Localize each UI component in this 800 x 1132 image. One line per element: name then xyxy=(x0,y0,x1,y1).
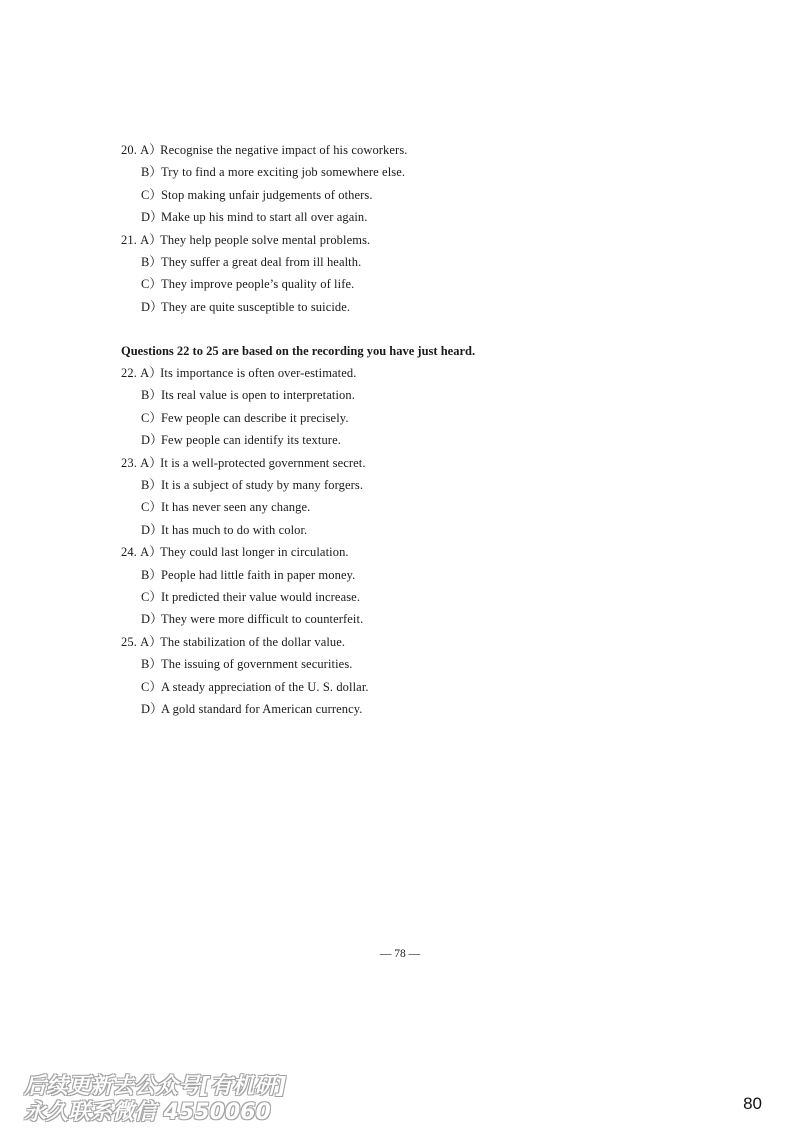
option-letter: B） xyxy=(141,388,163,403)
option-letter: C） xyxy=(141,410,163,425)
option-letter: A） xyxy=(140,143,162,157)
option-text: People had little faith in paper money. xyxy=(161,567,356,582)
question-20-option-2 xyxy=(141,164,405,180)
option-letter: C） xyxy=(141,590,163,604)
option-letter: B） xyxy=(141,165,163,180)
option-text: They improve people’s quality of life. xyxy=(161,277,355,292)
option-letter: C） xyxy=(141,500,163,515)
option-text: Its importance is often over-estimated. xyxy=(160,366,357,380)
watermark-line-2: 永久联系微信 4550060 xyxy=(24,1100,271,1125)
option-text: A steady appreciation of the U. S. dollar. xyxy=(161,679,369,694)
option-letter: A） xyxy=(140,455,162,470)
question-23-option-3 xyxy=(141,499,310,515)
option-text: Few people can identify its texture. xyxy=(161,433,341,448)
question-number: 24. xyxy=(121,545,137,560)
option-letter: A） xyxy=(140,545,162,560)
question-21-option-4 xyxy=(141,299,350,315)
question-20-option-1 xyxy=(121,142,408,158)
option-letter: B） xyxy=(141,478,163,492)
option-text: They could last longer in circulation. xyxy=(160,545,349,560)
watermark xyxy=(24,1074,286,1126)
option-text: Stop making unfair judgements of others. xyxy=(161,187,373,202)
question-23-option-1 xyxy=(121,455,366,471)
option-letter: A） xyxy=(140,634,162,649)
question-24-option-1 xyxy=(121,544,349,560)
option-text: It is a well-protected government secret. xyxy=(160,455,366,470)
question-24-option-2 xyxy=(141,567,355,583)
option-letter: D） xyxy=(141,702,163,716)
option-letter: D） xyxy=(141,299,163,314)
option-letter: B） xyxy=(141,657,163,672)
option-letter: B） xyxy=(141,255,163,269)
option-text: It has never seen any change. xyxy=(161,500,311,515)
option-letter: A） xyxy=(140,366,162,380)
question-20-option-3 xyxy=(141,187,373,203)
question-number: 23. xyxy=(121,455,137,470)
option-letter: A） xyxy=(140,232,162,247)
option-letter: C） xyxy=(141,187,163,202)
option-text: Recognise the negative impact of his coworkers. xyxy=(160,143,408,157)
question-21-option-1 xyxy=(121,232,370,248)
option-text: They were more difficult to counterfeit. xyxy=(161,612,364,627)
question-21-option-2 xyxy=(141,254,361,270)
question-number: 21. xyxy=(121,232,137,247)
page-footer-number: — 78 — xyxy=(379,948,421,960)
question-25-option-2 xyxy=(141,656,353,672)
question-22-option-2 xyxy=(141,387,355,403)
question-number: 22. xyxy=(121,366,137,380)
option-letter: C） xyxy=(141,679,163,694)
option-text: It has much to do with color. xyxy=(161,522,308,537)
option-letter: C） xyxy=(141,277,163,292)
option-letter: D） xyxy=(141,433,163,448)
question-23-option-2 xyxy=(141,477,363,493)
question-20-option-4 xyxy=(141,209,368,225)
question-24-option-3 xyxy=(141,589,360,605)
option-text: They are quite susceptible to suicide. xyxy=(161,299,351,314)
question-number: 25. xyxy=(121,634,137,649)
question-21-option-3 xyxy=(141,276,354,292)
option-text: It predicted their value would increase. xyxy=(161,590,361,604)
question-number: 20. xyxy=(121,143,137,157)
option-text: It is a subject of study by many forgers. xyxy=(161,478,364,492)
option-text: Few people can describe it precisely. xyxy=(161,410,349,425)
option-text: They suffer a great deal from ill health. xyxy=(161,255,362,269)
question-25-option-3 xyxy=(141,679,369,695)
section-heading: Questions 22 to 25 are based on the recording you have just heard. xyxy=(121,344,476,358)
scan-page-number: 80 xyxy=(743,1094,762,1113)
option-text: Make up his mind to start all over again. xyxy=(161,210,368,225)
option-text: They help people solve mental problems. xyxy=(160,232,371,247)
question-22-option-4 xyxy=(141,432,341,448)
option-text: The issuing of government securities. xyxy=(161,657,353,672)
option-text: A gold standard for American currency. xyxy=(161,702,363,716)
question-24-option-4 xyxy=(141,611,363,627)
option-letter: D） xyxy=(141,522,163,537)
question-22-option-3 xyxy=(141,410,349,426)
option-letter: D） xyxy=(141,210,163,225)
option-letter: B） xyxy=(141,567,163,582)
question-25-option-1 xyxy=(121,634,345,650)
question-25-option-4 xyxy=(141,701,363,717)
option-text: The stabilization of the dollar value. xyxy=(160,634,346,649)
question-23-option-4 xyxy=(141,522,307,538)
watermark-line-1: 后续更新去公众号[有机研] xyxy=(24,1074,287,1099)
question-22-option-1 xyxy=(121,365,356,381)
option-text: Try to find a more exciting job somewhere else. xyxy=(161,165,406,180)
option-text: Its real value is open to interpretation. xyxy=(161,388,355,403)
option-letter: D） xyxy=(141,612,163,627)
